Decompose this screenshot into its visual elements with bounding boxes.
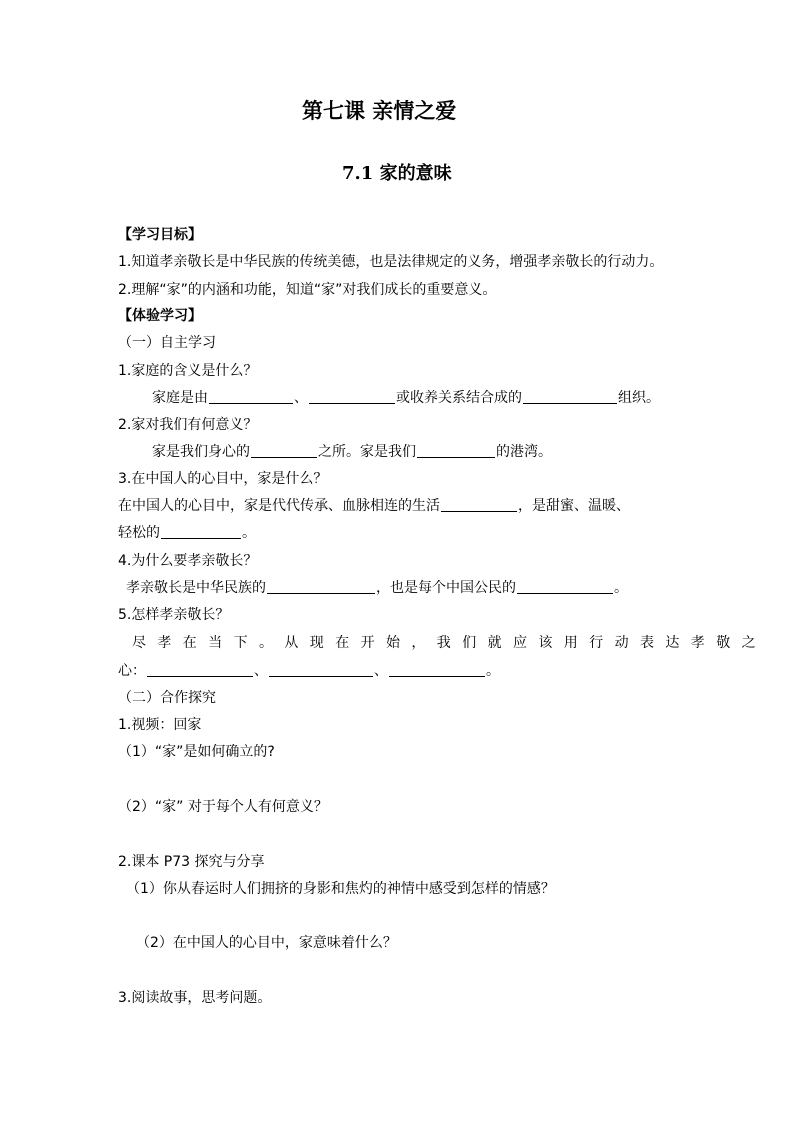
- fill-blank[interactable]: [389, 675, 485, 677]
- answer-1-line: 家庭是由 、 或收养关系结合成的 组织。: [152, 390, 660, 406]
- lesson-title: 第七课 亲情之爱: [302, 98, 457, 123]
- question-3: 3.在中国人的心目中，家是什么？: [118, 471, 328, 487]
- fill-blank[interactable]: [267, 592, 375, 594]
- question-5: 5.怎样孝亲敬长？: [118, 607, 230, 623]
- goal-item-1: 1.知道孝亲敬长是中华民族的传统美德，也是法律规定的义务，增强孝亲敬长的行动力。: [118, 254, 664, 270]
- answer-4-line: 孝亲敬长是中华民族的 ，也是每个中国公民的 。: [126, 580, 628, 596]
- question-2: 2.家对我们有何意义？: [118, 417, 258, 433]
- answer-2-line: 家是我们身心的 之所。家是我们 的港湾。: [152, 444, 552, 460]
- part-1-heading: （一）自主学习: [118, 335, 216, 351]
- activity-2: 2.课本 P73 探究与分享: [118, 854, 265, 870]
- experience-heading: 【体验学习】: [118, 308, 202, 324]
- activity-1-question-2: （2）“家” 对于每个人有何意义？: [118, 799, 328, 815]
- activity-1: 1.视频：回家: [118, 717, 202, 733]
- fill-blank[interactable]: [517, 592, 613, 594]
- question-1: 1.家庭的含义是什么？: [118, 363, 258, 379]
- fill-blank[interactable]: [441, 510, 517, 512]
- fill-blank[interactable]: [147, 675, 253, 677]
- fill-blank[interactable]: [209, 402, 293, 404]
- activity-2-question-2: （2）在中国人的心目中，家意味着什么？: [136, 935, 397, 951]
- answer-3-line-2: 轻松的 。: [118, 525, 256, 541]
- question-4: 4.为什么要孝亲敬长？: [118, 553, 258, 569]
- activity-3: 3.阅读故事，思考问题。: [118, 990, 272, 1006]
- fill-blank[interactable]: [161, 537, 241, 539]
- section-title: 7.1 家的意味: [342, 163, 452, 184]
- goal-item-2: 2.理解“家”的内涵和功能，知道“家”对我们成长的重要意义。: [118, 282, 497, 298]
- answer-5-line-1: 尽孝在当下。从现在开始，我们就应该用行动表达孝敬之: [132, 635, 767, 651]
- activity-2-question-1: （1）你从春运时人们拥挤的身影和焦灼的神情中感受到怎样的情感？: [126, 881, 555, 897]
- fill-blank[interactable]: [251, 456, 317, 458]
- part-2-heading: （二）合作探究: [118, 690, 216, 706]
- activity-1-question-1: （1）“家”是如何确立的?: [118, 744, 275, 760]
- answer-5-line-2: 心： 、 、 。: [118, 663, 500, 679]
- fill-blank[interactable]: [309, 402, 395, 404]
- answer-3-line-1: 在中国人的心目中，家是代代传承、血脉相连的生活 ，是甜蜜、温暖、: [118, 498, 630, 514]
- fill-blank[interactable]: [269, 675, 373, 677]
- goals-heading: 【学习目标】: [118, 227, 202, 243]
- fill-blank[interactable]: [417, 456, 495, 458]
- fill-blank[interactable]: [523, 402, 617, 404]
